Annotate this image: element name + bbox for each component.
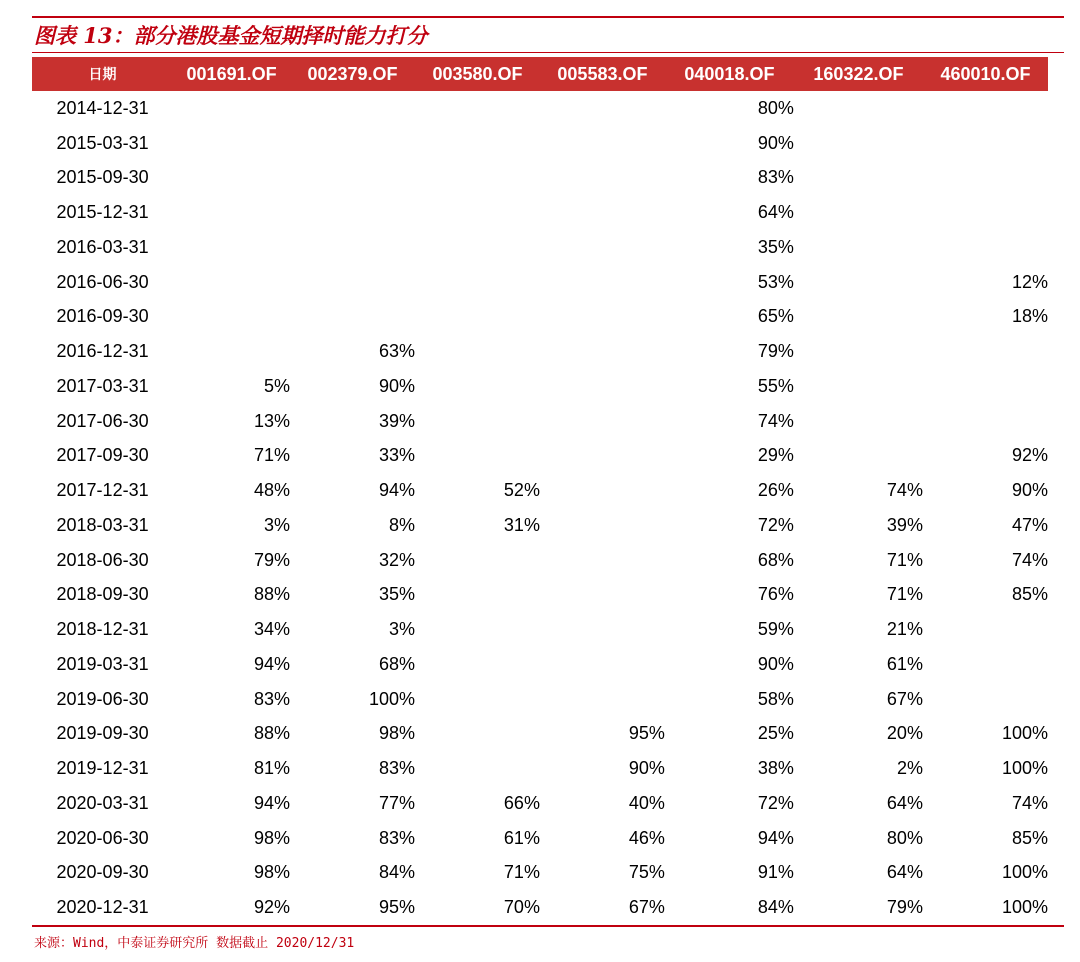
- score-cell: [173, 126, 290, 161]
- score-cell: [540, 265, 665, 300]
- score-cell: [173, 265, 290, 300]
- score-cell: 48%: [253, 480, 291, 501]
- score-cell: 84%: [378, 862, 415, 883]
- table-row: [32, 578, 1048, 613]
- score-cell: 47%: [1011, 514, 1048, 535]
- score-cell: 67%: [628, 897, 665, 918]
- score-cell: 32%: [378, 549, 415, 570]
- score-cell: 39%: [886, 514, 923, 535]
- score-cell: [923, 91, 1048, 126]
- date-cell: 2018-09-30: [56, 584, 149, 605]
- score-cell: [923, 612, 1048, 647]
- table-row: [32, 439, 1048, 474]
- score-cell: 64%: [886, 792, 923, 813]
- score-cell: [923, 369, 1048, 404]
- score-cell: 95%: [628, 723, 665, 744]
- score-cell: 71%: [886, 549, 923, 570]
- score-cell: 98%: [378, 723, 415, 744]
- table-row: [32, 821, 1048, 856]
- date-cell: 2018-12-31: [56, 619, 149, 640]
- score-cell: 3%: [388, 619, 415, 640]
- score-cell: 13%: [253, 410, 291, 431]
- date-cell: 2019-06-30: [56, 688, 149, 709]
- score-cell: 90%: [628, 758, 665, 779]
- score-cell: 100%: [1001, 897, 1048, 918]
- table-row: [32, 856, 1048, 891]
- header-cell: 002379.OF: [307, 63, 398, 84]
- score-cell: [415, 612, 540, 647]
- score-cell: 79%: [253, 549, 291, 570]
- score-cell: 59%: [757, 619, 794, 640]
- score-cell: [540, 682, 665, 717]
- score-cell: 55%: [757, 375, 794, 396]
- timing-score-table: [32, 57, 1048, 925]
- date-cell: 2015-03-31: [56, 132, 149, 153]
- score-cell: [290, 230, 415, 265]
- date-cell: 2017-09-30: [56, 445, 149, 466]
- date-cell: 2016-12-31: [56, 341, 149, 362]
- score-cell: 25%: [757, 723, 794, 744]
- score-cell: [173, 91, 290, 126]
- table-body: [32, 91, 1048, 925]
- score-cell: [290, 126, 415, 161]
- score-cell: [540, 612, 665, 647]
- score-cell: 94%: [378, 480, 415, 501]
- table-row: [32, 230, 1048, 265]
- score-cell: 31%: [503, 514, 540, 535]
- score-cell: 84%: [757, 897, 794, 918]
- score-cell: [415, 195, 540, 230]
- score-cell: 83%: [253, 688, 291, 709]
- score-cell: 77%: [378, 792, 415, 813]
- score-cell: [540, 161, 665, 196]
- score-cell: [540, 126, 665, 161]
- score-cell: [794, 300, 923, 335]
- table-row: [32, 612, 1048, 647]
- score-cell: [794, 439, 923, 474]
- score-cell: [173, 230, 290, 265]
- date-cell: 2016-06-30: [56, 271, 149, 292]
- score-cell: 71%: [886, 584, 923, 605]
- score-cell: 91%: [757, 862, 794, 883]
- score-cell: [290, 91, 415, 126]
- score-cell: [794, 161, 923, 196]
- score-cell: 18%: [1011, 306, 1048, 327]
- score-cell: [540, 508, 665, 543]
- score-cell: 67%: [886, 688, 923, 709]
- score-cell: 88%: [253, 723, 291, 744]
- score-cell: 35%: [757, 236, 794, 257]
- score-cell: 72%: [757, 792, 794, 813]
- score-cell: 63%: [378, 341, 415, 362]
- score-cell: 68%: [757, 549, 794, 570]
- score-cell: 74%: [1011, 549, 1048, 570]
- score-cell: [923, 161, 1048, 196]
- date-cell: 2019-12-31: [56, 758, 149, 779]
- score-cell: [415, 543, 540, 578]
- score-cell: [415, 404, 540, 439]
- score-cell: [540, 334, 665, 369]
- score-cell: 26%: [757, 480, 794, 501]
- score-cell: 88%: [253, 584, 291, 605]
- score-cell: 100%: [368, 688, 415, 709]
- score-cell: [415, 126, 540, 161]
- score-cell: 2%: [896, 758, 923, 779]
- table-row: [32, 334, 1048, 369]
- score-cell: [415, 717, 540, 752]
- date-cell: 2020-03-31: [56, 792, 149, 813]
- score-cell: 40%: [628, 792, 665, 813]
- score-cell: [540, 578, 665, 613]
- score-cell: [923, 126, 1048, 161]
- score-cell: 5%: [264, 375, 291, 396]
- table-row: [32, 786, 1048, 821]
- score-cell: 68%: [378, 653, 415, 674]
- score-cell: [794, 91, 923, 126]
- score-cell: 90%: [1011, 480, 1048, 501]
- score-cell: [415, 439, 540, 474]
- score-cell: 52%: [503, 480, 540, 501]
- score-cell: 21%: [886, 619, 923, 640]
- score-cell: 83%: [378, 758, 415, 779]
- score-cell: 66%: [503, 792, 540, 813]
- score-cell: [415, 91, 540, 126]
- score-cell: [794, 230, 923, 265]
- score-cell: [540, 404, 665, 439]
- score-cell: 85%: [1011, 827, 1048, 848]
- score-cell: [794, 334, 923, 369]
- score-cell: [415, 578, 540, 613]
- score-cell: [794, 369, 923, 404]
- score-cell: 20%: [886, 723, 923, 744]
- score-cell: 74%: [886, 480, 923, 501]
- table-row: [32, 751, 1048, 786]
- score-cell: [415, 161, 540, 196]
- score-cell: 95%: [378, 897, 415, 918]
- score-cell: 53%: [757, 271, 794, 292]
- score-cell: 64%: [886, 862, 923, 883]
- score-cell: [415, 369, 540, 404]
- table-row: [32, 647, 1048, 682]
- score-cell: 35%: [378, 584, 415, 605]
- header-cell: 160322.OF: [813, 63, 904, 84]
- score-cell: 98%: [253, 862, 291, 883]
- score-cell: 46%: [628, 827, 665, 848]
- score-cell: 74%: [757, 410, 794, 431]
- score-cell: 12%: [1011, 271, 1048, 292]
- score-cell: [290, 195, 415, 230]
- score-cell: [415, 647, 540, 682]
- header-cell: 001691.OF: [186, 63, 277, 84]
- score-cell: [415, 334, 540, 369]
- score-cell: 80%: [886, 827, 923, 848]
- score-cell: 8%: [388, 514, 415, 535]
- score-cell: 94%: [253, 792, 291, 813]
- score-cell: [540, 230, 665, 265]
- score-cell: [923, 682, 1048, 717]
- date-cell: 2015-09-30: [56, 167, 149, 188]
- source-note: 来源：Wind，中泰证券研究所 数据截止 2020/12/31: [34, 936, 355, 951]
- table-row: [32, 195, 1048, 230]
- score-cell: [540, 647, 665, 682]
- score-cell: [415, 682, 540, 717]
- header-cell: 003580.OF: [432, 63, 523, 84]
- score-cell: 85%: [1011, 584, 1048, 605]
- date-cell: 2017-12-31: [56, 480, 149, 501]
- title-divider: [32, 52, 1064, 53]
- date-cell: 2017-03-31: [56, 375, 149, 396]
- header-cell: 040018.OF: [684, 63, 775, 84]
- score-cell: [290, 300, 415, 335]
- date-cell: 2018-06-30: [56, 549, 149, 570]
- table-header-row: [32, 57, 1048, 91]
- date-cell: 2020-06-30: [56, 827, 149, 848]
- score-cell: [173, 300, 290, 335]
- date-cell: 2016-09-30: [56, 306, 149, 327]
- date-cell: 2019-03-31: [56, 653, 149, 674]
- score-cell: [540, 195, 665, 230]
- score-cell: 100%: [1001, 723, 1048, 744]
- table-row: [32, 682, 1048, 717]
- score-cell: 61%: [886, 653, 923, 674]
- header-cell: 005583.OF: [557, 63, 648, 84]
- score-cell: 100%: [1001, 862, 1048, 883]
- score-cell: [540, 543, 665, 578]
- score-cell: 38%: [757, 758, 794, 779]
- score-cell: 71%: [253, 445, 291, 466]
- score-cell: 94%: [757, 827, 794, 848]
- score-cell: [923, 334, 1048, 369]
- score-cell: 80%: [757, 97, 794, 118]
- score-cell: 92%: [1011, 445, 1048, 466]
- score-cell: 75%: [628, 862, 665, 883]
- score-cell: 65%: [757, 306, 794, 327]
- date-cell: 2019-09-30: [56, 723, 149, 744]
- score-cell: 83%: [757, 167, 794, 188]
- score-cell: 74%: [1011, 792, 1048, 813]
- score-cell: 92%: [253, 897, 291, 918]
- score-cell: 33%: [378, 445, 415, 466]
- date-cell: 2016-03-31: [56, 236, 149, 257]
- score-cell: 39%: [378, 410, 415, 431]
- header-cell: 日期: [88, 67, 117, 83]
- table-row: [32, 473, 1048, 508]
- score-cell: [540, 369, 665, 404]
- score-cell: 29%: [757, 445, 794, 466]
- table-row: [32, 890, 1048, 925]
- score-cell: 94%: [253, 653, 291, 674]
- date-cell: 2015-12-31: [56, 202, 149, 223]
- score-cell: 79%: [886, 897, 923, 918]
- score-cell: [415, 265, 540, 300]
- score-cell: [794, 195, 923, 230]
- score-cell: 83%: [378, 827, 415, 848]
- score-cell: 64%: [757, 202, 794, 223]
- table-row: [32, 717, 1048, 752]
- score-cell: [290, 161, 415, 196]
- score-cell: 81%: [253, 758, 291, 779]
- table-row: [32, 300, 1048, 335]
- score-cell: [540, 473, 665, 508]
- header-cell: 460010.OF: [940, 63, 1031, 84]
- table-row: [32, 161, 1048, 196]
- score-cell: 90%: [378, 375, 415, 396]
- score-cell: 34%: [253, 619, 291, 640]
- score-cell: 79%: [757, 341, 794, 362]
- score-cell: [794, 126, 923, 161]
- score-cell: [173, 161, 290, 196]
- score-cell: [415, 300, 540, 335]
- score-cell: [415, 230, 540, 265]
- bottom-rule: [32, 925, 1064, 927]
- score-cell: 90%: [757, 132, 794, 153]
- score-cell: 100%: [1001, 758, 1048, 779]
- score-cell: [923, 230, 1048, 265]
- score-cell: [540, 91, 665, 126]
- score-cell: [173, 334, 290, 369]
- table-row: [32, 369, 1048, 404]
- table-row: [32, 126, 1048, 161]
- score-cell: [923, 647, 1048, 682]
- table-row: [32, 91, 1048, 126]
- score-cell: 98%: [253, 827, 291, 848]
- score-cell: 58%: [757, 688, 794, 709]
- score-cell: [923, 404, 1048, 439]
- table-row: [32, 543, 1048, 578]
- table-row: [32, 265, 1048, 300]
- score-cell: [794, 265, 923, 300]
- date-cell: 2020-12-31: [56, 897, 149, 918]
- score-cell: 76%: [757, 584, 794, 605]
- table-row: [32, 404, 1048, 439]
- score-cell: [415, 751, 540, 786]
- score-cell: [923, 195, 1048, 230]
- table-row: [32, 508, 1048, 543]
- date-cell: 2014-12-31: [56, 97, 149, 118]
- score-cell: 3%: [264, 514, 291, 535]
- top-rule: [32, 16, 1064, 18]
- figure-title: 图表 13：部分港股基金短期择时能力打分: [34, 23, 428, 48]
- score-cell: 71%: [503, 862, 540, 883]
- score-cell: [540, 300, 665, 335]
- score-cell: [794, 404, 923, 439]
- date-cell: 2017-06-30: [56, 410, 149, 431]
- score-cell: 90%: [757, 653, 794, 674]
- date-cell: 2018-03-31: [56, 514, 149, 535]
- score-cell: [290, 265, 415, 300]
- score-cell: [173, 195, 290, 230]
- score-cell: 72%: [757, 514, 794, 535]
- date-cell: 2020-09-30: [56, 862, 149, 883]
- score-cell: [540, 439, 665, 474]
- score-cell: 61%: [503, 827, 540, 848]
- score-cell: 70%: [503, 897, 540, 918]
